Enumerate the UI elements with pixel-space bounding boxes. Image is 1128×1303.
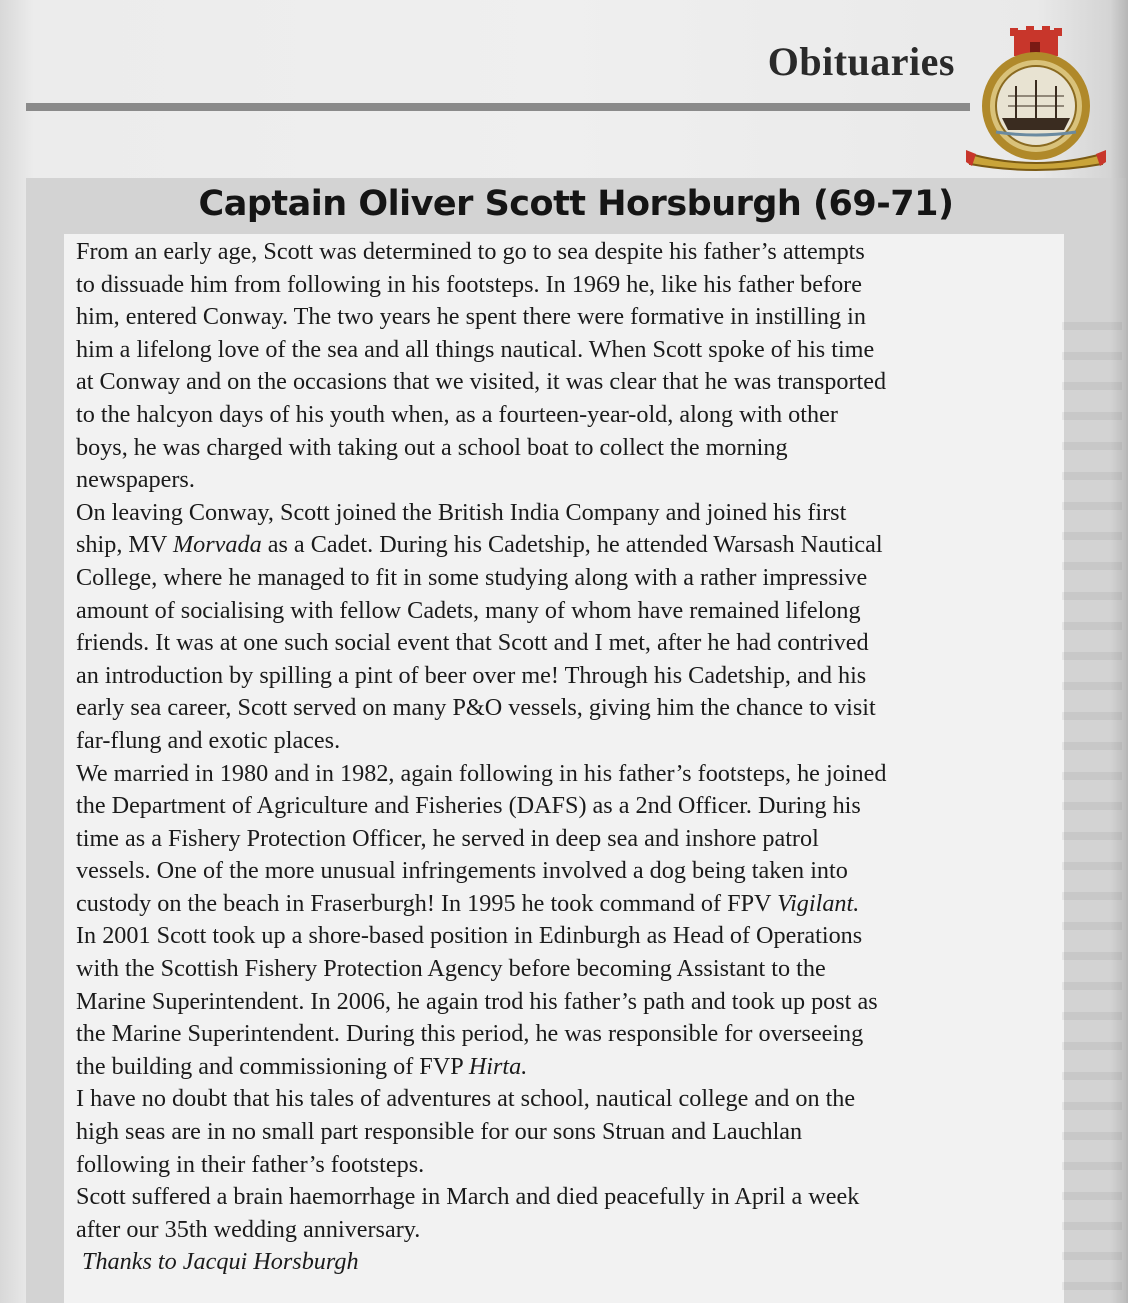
article-body	[76, 236, 1061, 1279]
body-line: to dissuade him from following in his footsteps. In 1969 he, like his father before	[76, 270, 862, 298]
body-line: the building and commissioning of FVP Hirta.	[76, 1052, 528, 1080]
header-rule	[26, 103, 970, 111]
body-line: amount of socialising with fellow Cadets, many of whom have remained lifelong	[76, 596, 861, 624]
body-line: at Conway and on the occasions that we visited, it was clear that he was transported	[76, 368, 887, 396]
body-line: Marine Superintendent. In 2006, he again trod his father’s path and took up post as	[76, 987, 878, 1015]
body-line: Scott suffered a brain haemorrhage in March and died peacefully in April a week	[76, 1183, 860, 1211]
body-line: newspapers.	[76, 466, 195, 494]
body-line: From an early age, Scott was determined to go to sea despite his father’s attempts	[76, 238, 865, 265]
article-title: Captain Oliver Scott Horsburgh (69-71)	[198, 184, 954, 224]
ship-crest-icon	[966, 26, 1106, 172]
body-line: an introduction by spilling a pint of beer over me! Through his Cadetship, and his	[76, 661, 867, 689]
body-line: In 2001 Scott took up a shore-based position in Edinburgh as Head of Operations	[76, 922, 863, 950]
body-line: him a lifelong love of the sea and all things nautical. When Scott spoke of his time	[76, 335, 875, 363]
body-line: after our 35th wedding anniversary.	[76, 1215, 421, 1243]
body-line: him, entered Conway. The two years he spent there were formative in instilling in	[76, 303, 866, 331]
body-line: early sea career, Scott served on many P&O vessels, giving him the chance to visit	[76, 694, 876, 722]
body-line: far-flung and exotic places.	[76, 726, 341, 754]
signoff: Thanks to Jacqui Horsburgh	[82, 1248, 359, 1276]
body-line: We married in 1980 and in 1982, again following in his father’s footsteps, he joined	[76, 759, 887, 787]
body-line: ship, MV Morvada as a Cadet. During his Cadetship, he attended Warsash Nautical	[76, 531, 883, 559]
body-line: I have no doubt that his tales of adventures at school, nautical college and on the	[76, 1085, 856, 1113]
body-line: to the halcyon days of his youth when, as a fourteen-year-old, along with other	[76, 400, 838, 428]
body-line: vessels. One of the more unusual infringements involved a dog being taken into	[76, 857, 848, 885]
body-line: the Department of Agriculture and Fisheries (DAFS) as a 2nd Officer. During his	[76, 792, 861, 820]
body-line: friends. It was at one such social event that Scott and I met, after he had contrived	[76, 629, 869, 657]
body-line: On leaving Conway, Scott joined the British India Company and joined his first	[76, 498, 847, 526]
body-line: with the Scottish Fishery Protection Agency before becoming Assistant to the	[76, 955, 826, 983]
body-line: time as a Fishery Protection Officer, he served in deep sea and inshore patrol	[76, 824, 819, 852]
page-edge-shadow	[1110, 0, 1128, 1303]
section-title: Obituaries	[767, 39, 955, 84]
body-line: the Marine Superintendent. During this period, he was responsible for overseeing	[76, 1020, 864, 1048]
body-line: custody on the beach in Fraserburgh! In 1995 he took command of FPV Vigilant.	[76, 889, 860, 917]
body-line: boys, he was charged with taking out a school boat to collect the morning	[76, 433, 788, 461]
body-line: high seas are in no small part responsible for our sons Struan and Lauchlan	[76, 1118, 803, 1146]
body-line: following in their father’s footsteps.	[76, 1150, 425, 1178]
body-line: College, where he managed to fit in some studying along with a rather impressive	[76, 563, 868, 591]
